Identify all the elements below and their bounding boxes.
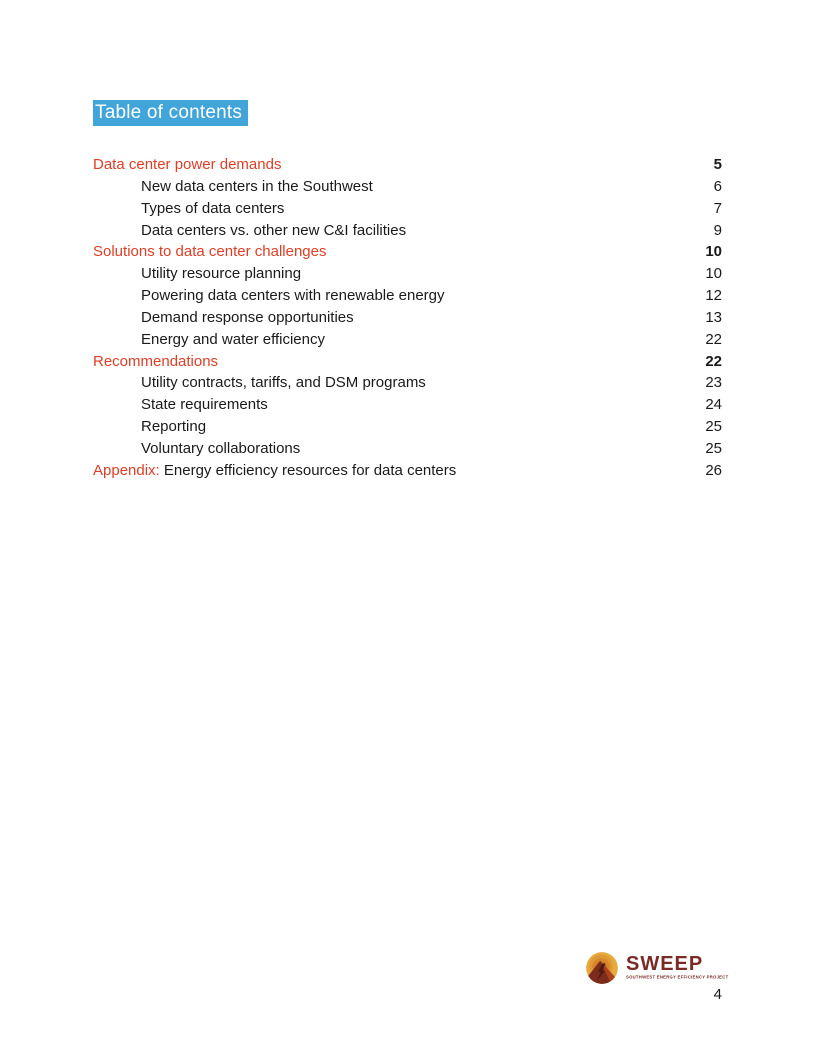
toc-entry-label[interactable]: Recommendations bbox=[93, 352, 219, 370]
toc-entry-label[interactable]: Solutions to data center challenges bbox=[93, 243, 327, 261]
toc-row[interactable] bbox=[93, 198, 722, 220]
toc-row[interactable] bbox=[93, 176, 722, 198]
toc-row[interactable] bbox=[93, 394, 722, 416]
toc-row[interactable] bbox=[93, 372, 722, 394]
toc-entry-label[interactable]: Energy and water efficiency bbox=[141, 330, 325, 348]
toc-row[interactable] bbox=[93, 460, 722, 482]
toc-entry-page: 9 bbox=[713, 221, 722, 239]
toc-row[interactable] bbox=[93, 329, 722, 351]
page-title: Table of contents bbox=[93, 100, 248, 126]
toc-row[interactable] bbox=[93, 241, 722, 263]
toc-row[interactable] bbox=[93, 416, 722, 438]
toc-row[interactable] bbox=[93, 351, 722, 373]
toc-row[interactable] bbox=[93, 220, 722, 242]
toc-entry-label[interactable]: Data centers vs. other new C&I facilities bbox=[141, 221, 407, 239]
toc-entry-label[interactable]: Utility contracts, tariffs, and DSM programs bbox=[141, 374, 426, 392]
toc-row[interactable] bbox=[93, 438, 722, 460]
toc-entry-page: 25 bbox=[705, 418, 722, 436]
toc-row[interactable] bbox=[93, 307, 722, 329]
toc-entry-page: 25 bbox=[705, 439, 722, 457]
toc-entry-page: 10 bbox=[705, 265, 722, 283]
sweep-logo-icon bbox=[584, 950, 620, 986]
toc-entry-page: 12 bbox=[705, 287, 722, 305]
toc-entry-label[interactable]: Powering data centers with renewable energy bbox=[141, 287, 445, 305]
toc-entry-label[interactable]: Data center power demands bbox=[93, 156, 282, 173]
footer-logo bbox=[584, 950, 777, 986]
toc-entry-page: 23 bbox=[705, 374, 722, 392]
toc-row[interactable] bbox=[93, 285, 722, 307]
toc-entry-page: 13 bbox=[705, 308, 722, 326]
toc-row[interactable] bbox=[93, 154, 722, 176]
toc-entry-page: 6 bbox=[713, 177, 722, 195]
toc-entry-page: 5 bbox=[713, 156, 722, 173]
toc-entry-label[interactable]: Demand response opportunities bbox=[141, 308, 354, 326]
toc-list bbox=[93, 154, 722, 482]
toc-entry-label[interactable]: Voluntary collaborations bbox=[141, 439, 301, 457]
logo-text-block bbox=[626, 952, 777, 982]
toc-entry-label[interactable]: Types of data centers bbox=[141, 199, 285, 217]
toc-row[interactable] bbox=[93, 263, 722, 285]
logo-wordmark: SWEEP bbox=[626, 952, 704, 975]
toc-entry-page: 24 bbox=[705, 396, 722, 414]
logo-tagline: SOUTHWEST ENERGY EFFICIENCY PROJECT bbox=[626, 974, 729, 980]
toc-entry-page: 7 bbox=[713, 199, 722, 217]
toc-entry-prefix: Appendix: bbox=[93, 461, 164, 479]
toc-entry-label[interactable]: Utility resource planning bbox=[141, 265, 302, 283]
toc-entry-label[interactable]: Reporting bbox=[141, 418, 207, 436]
toc-entry-label[interactable]: Appendix: Energy efficiency resources for data centers bbox=[93, 461, 457, 479]
toc-entry-label[interactable]: State requirements bbox=[141, 396, 268, 414]
toc-entry-page: 26 bbox=[705, 461, 722, 479]
toc-entry-page: 10 bbox=[705, 243, 722, 261]
toc-entry-page: 22 bbox=[705, 330, 722, 348]
toc-entry-page: 22 bbox=[705, 352, 722, 370]
page-number: 4 bbox=[713, 986, 722, 1003]
toc-entry-label[interactable]: New data centers in the Southwest bbox=[141, 177, 373, 195]
